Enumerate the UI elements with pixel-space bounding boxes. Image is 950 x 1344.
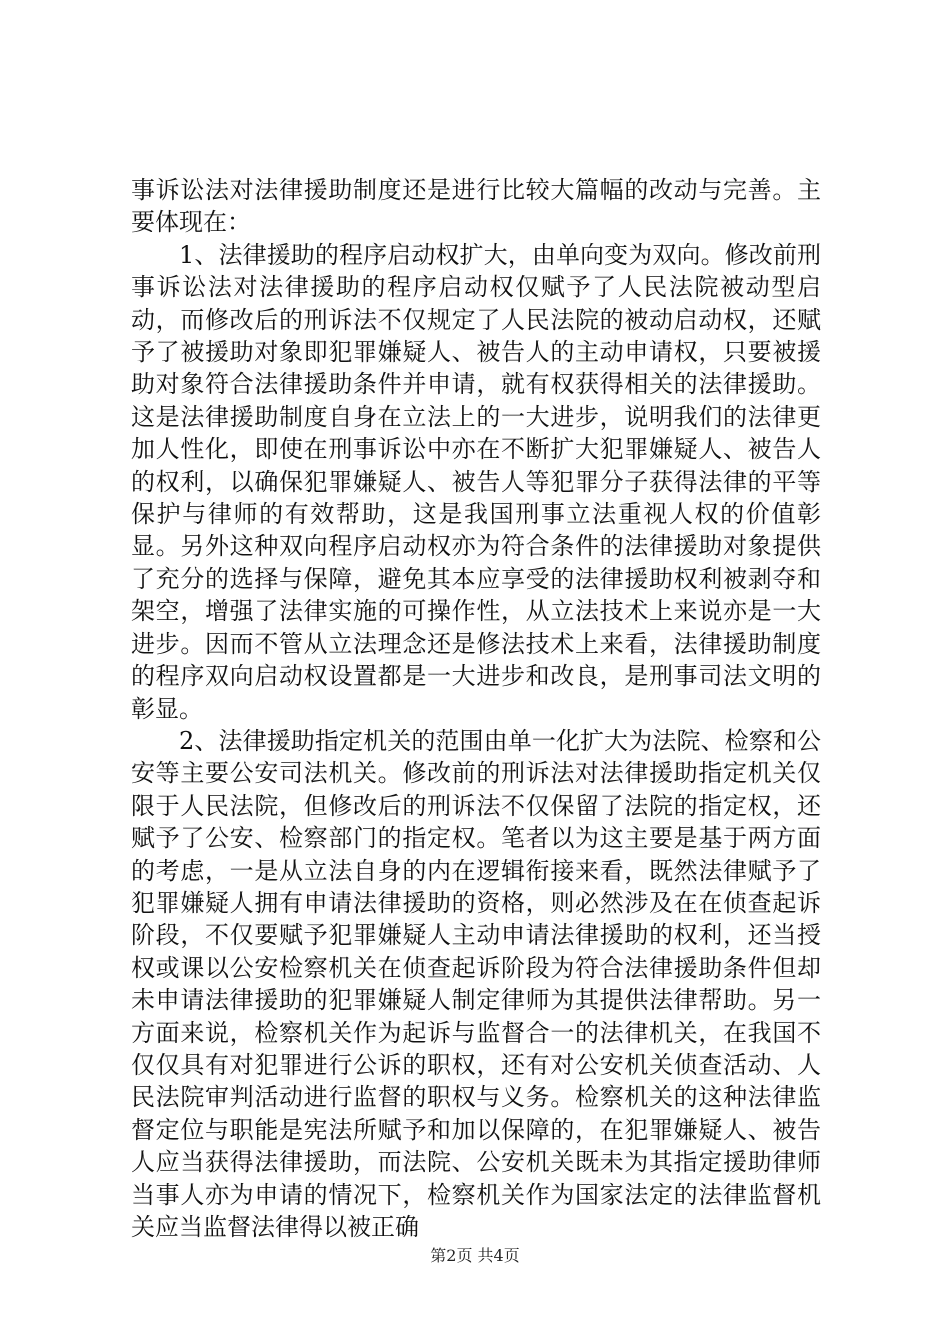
paragraph-continuation: 事诉讼法对法律援助制度还是进行比较大篇幅的改动与完善。主要体现在： — [131, 176, 821, 237]
document-body — [131, 174, 821, 1243]
paragraph-designating-authority: 2、法律援助指定机关的范围由单一化扩大为法院、检察和公安等主要公安司法机关。修改前的刑诉法对法律援助指定机关仅限于人民法院，但修改后的刑诉法不仅保留了法院的指定权，还赋予了公安、检察部门的指定权。笔者以为这主要是基于两方面的考虑，一是从立法自身的内在逻辑衔接来看，既然法律赋予了犯罪嫌疑人拥有申请法律援助的资格，则必然涉及在在侦查起诉阶段，不仅要赋予犯罪嫌疑人主动申请法律援助的权利，还当授权或课以公安检察机关在侦查起诉阶段为符合法律援助条件但却未申请法律援助的犯罪嫌疑人制定律师为其提供法律帮助。另一方面来说，检察机关作为起诉与监督合一的法律机关，在我国不仅仅具有对犯罪进行公诉的职权，还有对公安机关侦查活动、人民法院审判活动进行监督的职权与义务。检察机关的这种法律监督定位与职能是宪法所赋予和加以保障的，在犯罪嫌疑人、被告人应当获得法律援助，而法院、公安机关既未为其指定援助律师当事人亦为申请的情况下，检察机关作为国家法定的法律监督机关应当监督法律得以被正确 — [131, 726, 821, 1241]
paragraph-program-start-right: 1、法律援助的程序启动权扩大，由单向变为双向。修改前刑事诉讼法对法律援助的程序启动权仅赋予了人民法院被动型启动，而修改后的刑诉法不仅规定了人民法院的被动启动权，还赋予了被援助对象即犯罪嫌疑人、被告人的主动申请权，只要被援助对象符合法律援助条件并申请，就有权获得相关的法律援助。这是法律援助制度自身在立法上的一大进步，说明我们的法律更加人性化，即使在刑事诉讼中亦在不断扩大犯罪嫌疑人、被告人的权利，以确保犯罪嫌疑人、被告人等犯罪分子获得法律的平等保护与律师的有效帮助，这是我国刑事立法重视人权的价值彰显。另外这种双向程序启动权亦为符合条件的法律援助对象提供了充分的选择与保障，避免其本应享受的法律援助权利被剥夺和架空，增强了法律实施的可操作性，从立法技术上来说亦是一大进步。因而不管从立法理念还是修法技术上来看，法律援助制度的程序双向启动权设置都是一大进步和改良，是刑事司法文明的彰显。 — [131, 240, 821, 723]
page-number-footer: 第2页 共4页 — [430, 1246, 520, 1265]
